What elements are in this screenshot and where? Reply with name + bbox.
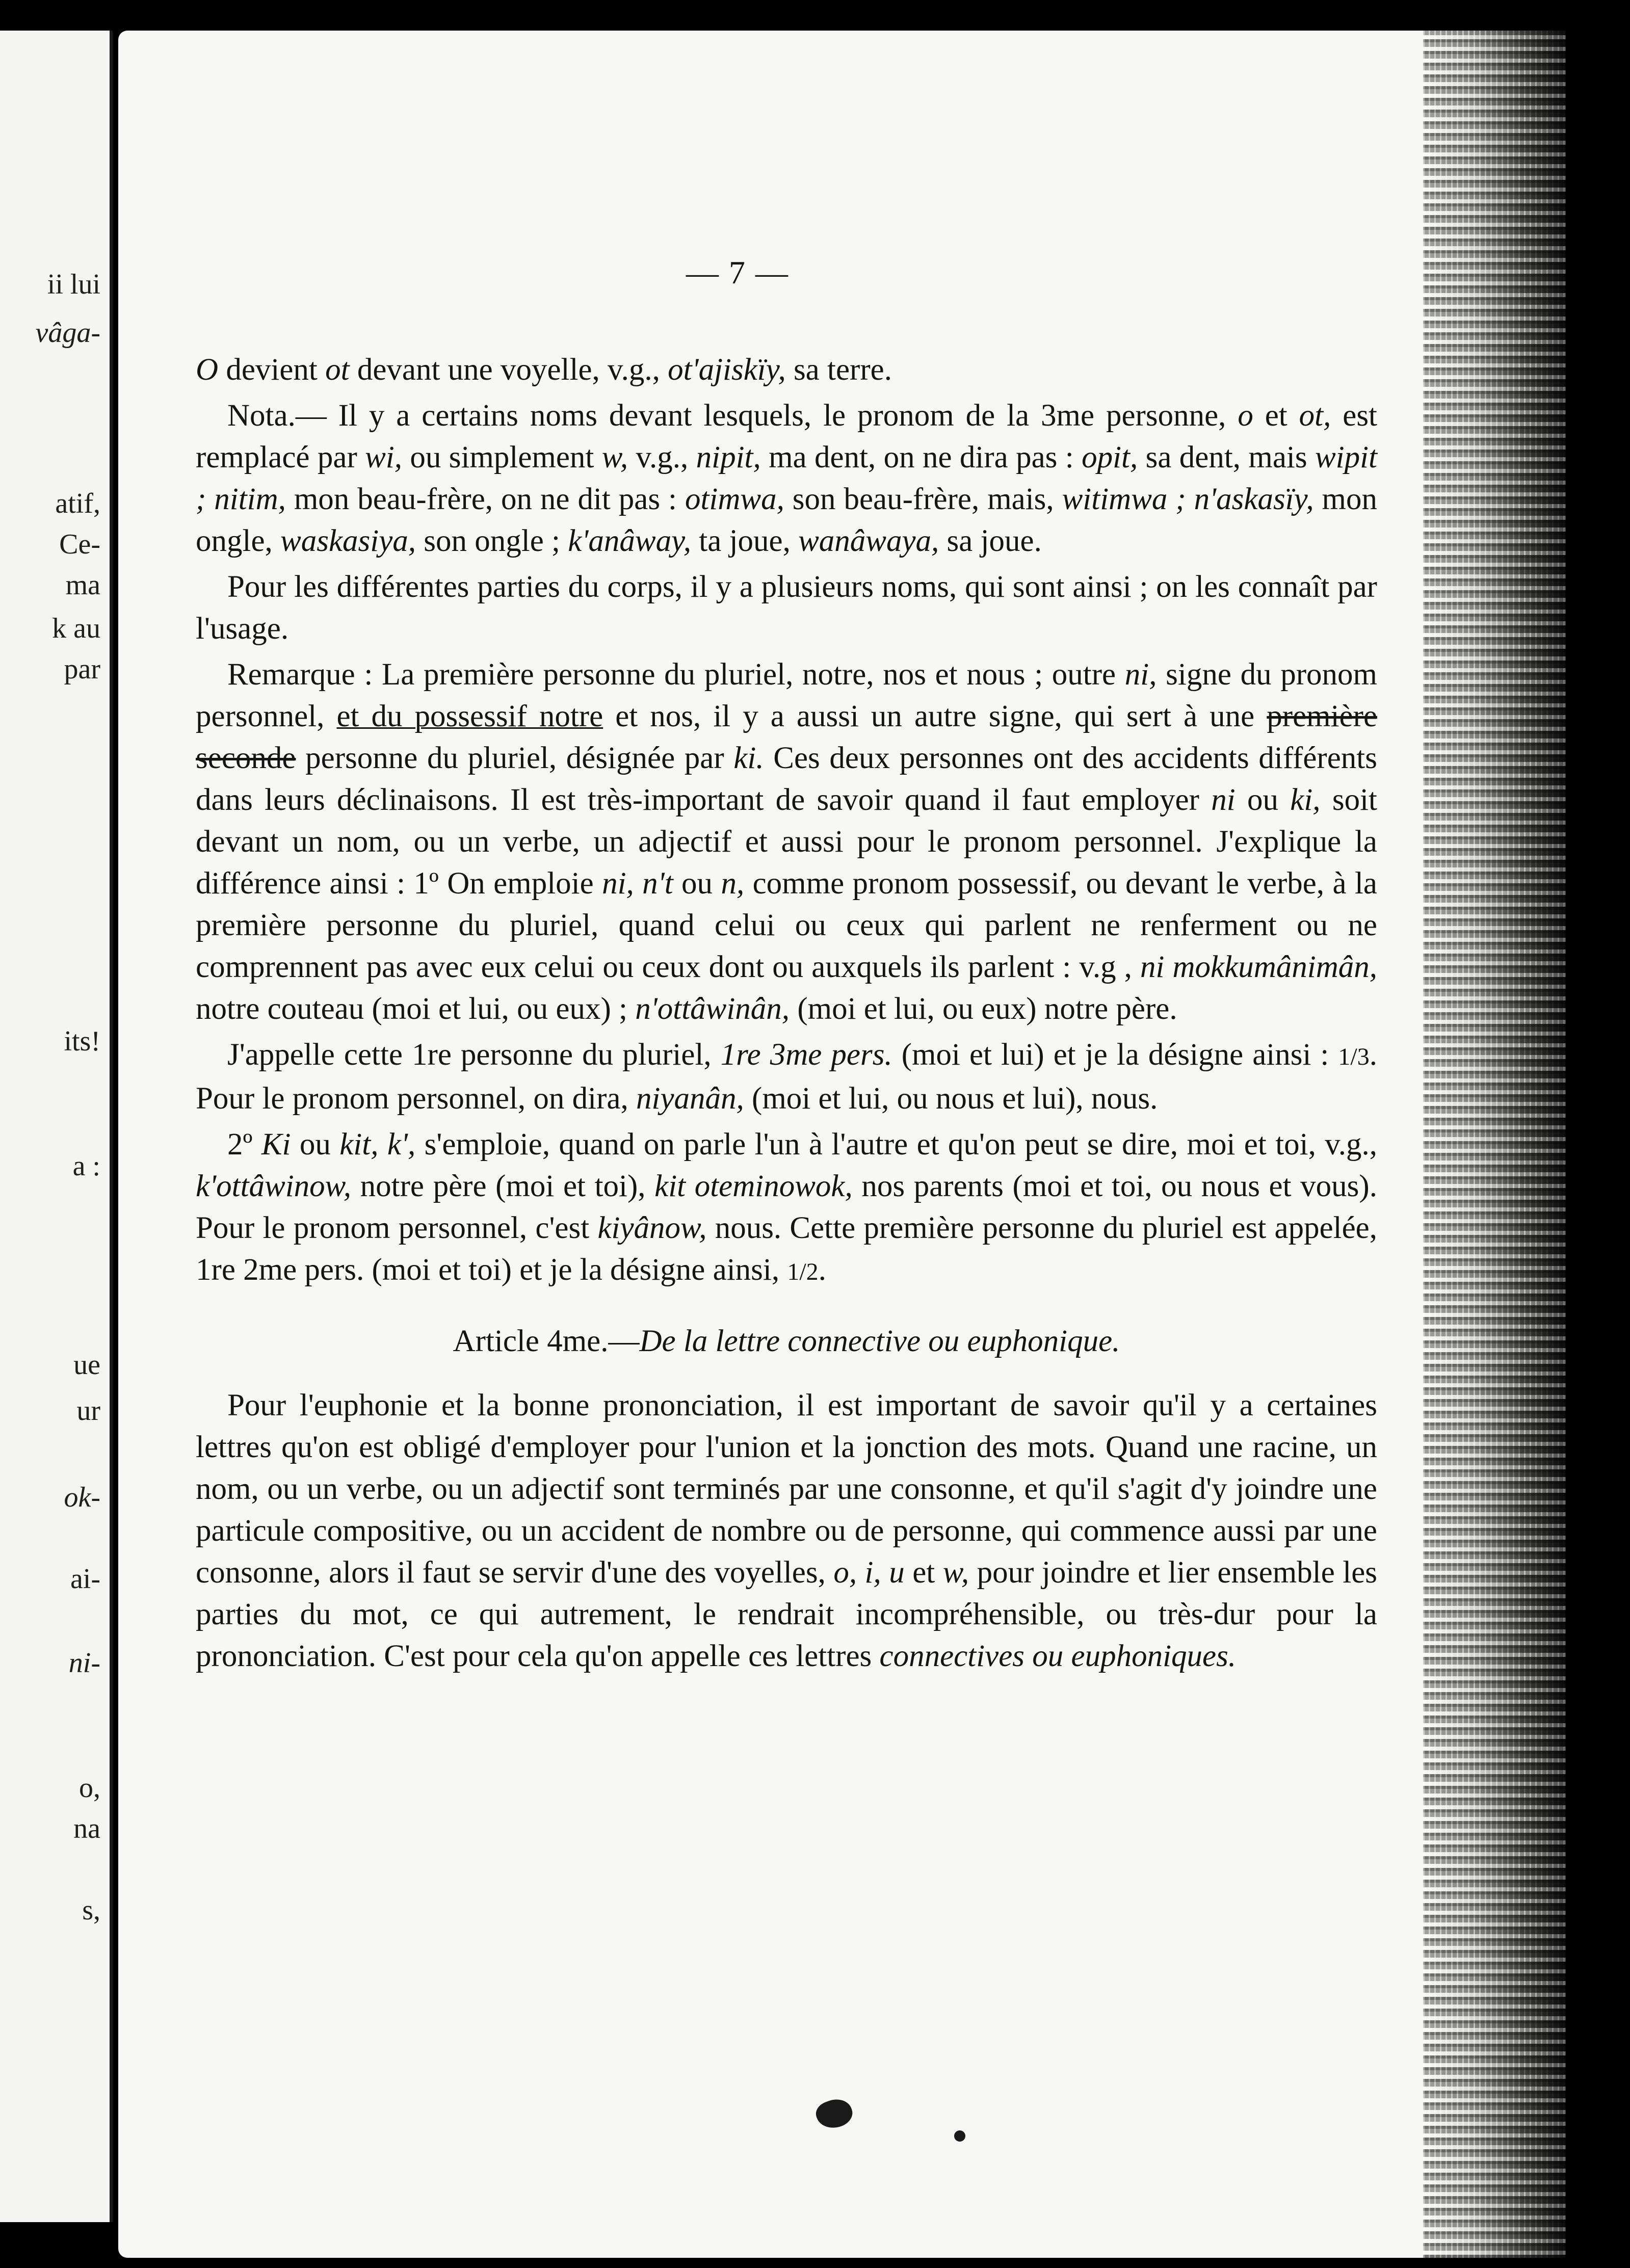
paragraph: O devient ot devant une voyelle, v.g., ot'ajiskïy, sa terre. <box>196 353 892 387</box>
paragraph: J'appelle cette 1re personne du pluriel, 1re 3me pers. (moi et lui) et je la désigne ainsi : 1/3. Pour le pronom personnel, on dira, niyanân, (moi et lui, ou nous et lui), nous. <box>196 1038 1377 1116</box>
left-fragment: o, <box>79 1772 100 1804</box>
paragraph: Nota.— Il y a certains noms devant lesquels, le pronom de la 3me personne, o et ot, est remplacé par wi, ou simplement w, v.g., nipit, ma dent, on ne dira pas : opit, sa dent, mais wipit ; nitim, mon beau-frère, on ne dit pas : otimwa, son beau-frère, mais, witimwa ; n'askasïy, mon ongle, waskasiya, son ongle ; k'anâway, ta joue, wanâwaya, sa joue. <box>196 399 1378 558</box>
paragraph: Pour l'euphonie et la bonne prononciation, il est important de savoir qu'il y a certaines lettres qu'on est obligé d'employer pour l'union et la jonction des mots. Quand une racine, un nom, ou un verbe, ou un adjectif sont terminés par une consonne, et qu'il s'agit d'y joindre une particule compositive, ou un accident de nombre ou de personne, qui commence aussi par une consonne, alors il faut se servir d'une des voyelles, o, i, u et w, pour joindre et lier ensemble les parties du mot, ce qui autrement, le rendrait incompréhensible, ou très-dur pour la prononciation. C'est pour cela qu'on appelle ces lettres connectives ou euphoniques. <box>196 1388 1378 1673</box>
fraction: 1/2 <box>787 1258 819 1285</box>
paragraph: Pour les différentes parties du corps, il y a plusieurs noms, qui sont ainsi ; on les connaît par l'usage. <box>196 570 1377 646</box>
page-number: — 7 — <box>686 254 789 291</box>
left-fragment: s, <box>82 1894 100 1926</box>
left-fragment: par <box>64 653 100 685</box>
ink-spot <box>954 2130 965 2142</box>
struck-text: première seconde <box>196 699 1378 775</box>
fraction: 1/3 <box>1338 1043 1370 1070</box>
paragraph: Remarque : La première personne du pluriel, notre, nos et nous ; outre ni, signe du pronom personnel, et du possessif notre et nos, il y a aussi un autre signe, qui sert à une première seconde personne du pluriel, désignée par ki. Ces deux personnes ont des accidents différents dans leurs déclinaisons. Il est très-important de savoir quand il faut employer ni ou ki, soit devant un nom, ou un verbe, un adjectif et aussi pour le pronom personnel. J'explique la différence ainsi : 1º On emploie ni, n't ou n, comme pronom possessif, ou devant le verbe, à la première personne du pluriel, quand celui ou ceux qui parlent ne renferment ou ne comprennent pas avec eux celui ou ceux dont ou auxquels ils parlent : v.g , ni mokkumânimân, notre couteau (moi et lui, ou eux) ; n'ottâwinân, (moi et lui, ou eux) notre père. <box>196 657 1378 1026</box>
left-fragment: ur <box>76 1395 100 1427</box>
facing-page-edge <box>0 31 113 2222</box>
book-page <box>118 31 1566 2258</box>
left-fragment: a : <box>72 1150 100 1182</box>
left-fragment: ii lui <box>47 269 100 300</box>
page-body <box>196 349 1377 1681</box>
paragraph: 2º Ki ou kit, k', s'emploie, quand on parle l'un à l'autre et qu'on peut se dire, moi et toi, v.g., k'ottâwinow, notre père (moi et toi), kit oteminowok, nos parents (moi et toi, ou nous et vous). Pour le pronom personnel, c'est kiyânow, nous. Cette première personne du pluriel est appelée, 1re 2me pers. (moi et toi) et je la désigne ainsi, 1/2. <box>196 1127 1378 1287</box>
ink-blot <box>813 2095 856 2133</box>
left-fragment: ue <box>73 1349 100 1381</box>
left-fragment: ok- <box>64 1482 100 1513</box>
left-fragment: ai- <box>70 1563 100 1595</box>
left-fragment: Ce- <box>59 529 100 560</box>
left-fragment: vâga- <box>35 317 100 349</box>
left-fragment: na <box>73 1813 100 1844</box>
underlined-text: et du possessif notre <box>336 699 603 733</box>
section-heading: Article 4me.—De la lettre connective ou euphonique. <box>453 1324 1120 1358</box>
left-fragment: atif, <box>55 488 100 519</box>
scanned-page-edge <box>1423 31 1566 2258</box>
left-fragment: ni- <box>68 1647 100 1679</box>
left-fragment: k au <box>52 613 100 644</box>
left-fragment: ma <box>65 569 100 601</box>
left-fragment: its! <box>64 1025 100 1057</box>
